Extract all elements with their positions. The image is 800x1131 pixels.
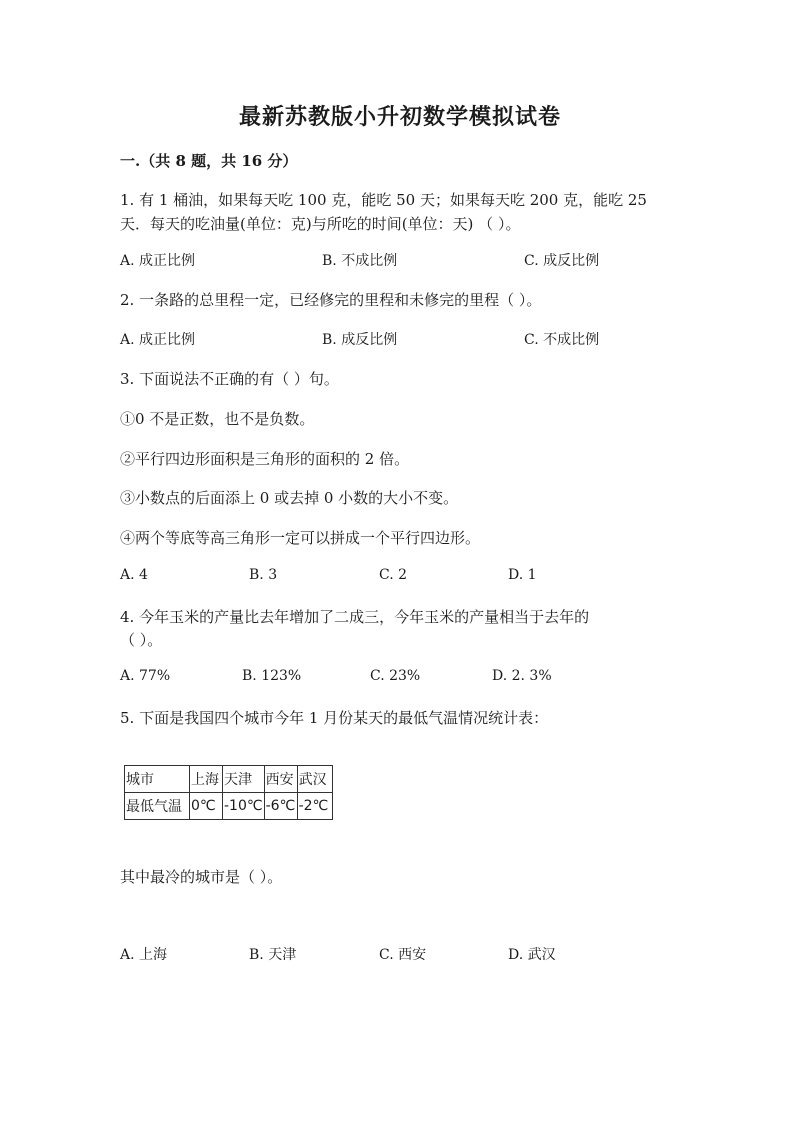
question-5-prompt: 其中最冷的城市是（ ）。: [120, 868, 283, 886]
question-3-option-c: C. 2: [379, 567, 408, 583]
section-heading: 一.（共 8 题，共 16 分）: [120, 152, 298, 170]
question-5-option-a: A. 上海: [120, 947, 168, 963]
question-1-line-2: 天．每天的吃油量(单位：克)与所吃的时间(单位：天) （ ）。: [120, 215, 521, 233]
table-header-row: [125, 766, 333, 793]
table-cell: 0℃: [190, 793, 223, 820]
question-4-option-a: A. 77%: [120, 668, 171, 684]
question-3-option-a: A. 4: [120, 567, 148, 583]
question-2-text: 2. 一条路的总里程一定，已经修完的里程和未修完的里程（ ）。: [120, 291, 542, 309]
table-header-cell: 武汉: [297, 766, 332, 793]
question-3-statement-2: ②平行四边形面积是三角形的面积的 2 倍。: [120, 450, 410, 468]
question-1-option-b: B. 不成比例: [322, 253, 398, 269]
question-3-option-b: B. 3: [249, 567, 278, 583]
question-3-statement-4: ④两个等底等高三角形一定可以拼成一个平行四边形。: [120, 529, 481, 547]
page-title: 最新苏教版小升初数学模拟试卷: [238, 104, 561, 130]
table-cell: 最低气温: [125, 793, 190, 820]
question-4-option-b: B. 123%: [242, 668, 302, 684]
table-header-cell: 上海: [190, 766, 223, 793]
question-4-line-2: （ ）。: [120, 631, 163, 649]
question-2-option-b: B. 成反比例: [322, 332, 398, 348]
table-header-cell: 城市: [125, 766, 190, 793]
question-3-statement-3: ③小数点的后面添上 0 或去掉 0 小数的大小不变。: [120, 489, 459, 507]
question-3-statement-1: ①0 不是正数，也不是负数。: [120, 410, 315, 428]
question-5-option-c: C. 西安: [379, 947, 427, 963]
temperature-table: [124, 765, 333, 820]
table-row: [125, 793, 333, 820]
table-header-cell: 天津: [223, 766, 265, 793]
question-2-option-c: C. 不成比例: [524, 332, 600, 348]
question-5-text: 5. 下面是我国四个城市今年 1 月份某天的最低气温情况统计表：: [120, 709, 549, 727]
question-3-text: 3. 下面说法不正确的有（ ）句。: [120, 370, 339, 388]
question-4-option-d: D. 2. 3%: [492, 668, 552, 684]
question-3-option-d: D. 1: [508, 567, 537, 583]
table-cell: -6℃: [264, 793, 297, 820]
table-header-cell: 西安: [264, 766, 297, 793]
question-1-line-1: 1. 有 1 桶油，如果每天吃 100 克，能吃 50 天；如果每天吃 200 克，能吃 25: [120, 191, 647, 209]
question-1-option-a: A. 成正比例: [120, 253, 196, 269]
question-4-option-c: C. 23%: [370, 668, 421, 684]
table-cell: -2℃: [297, 793, 332, 820]
question-5-option-b: B. 天津: [249, 947, 297, 963]
question-1-option-c: C. 成反比例: [524, 253, 600, 269]
question-5-option-d: D. 武汉: [508, 947, 556, 963]
table-cell: -10℃: [223, 793, 265, 820]
question-4-line-1: 4. 今年玉米的产量比去年增加了二成三，今年玉米的产量相当于去年的: [120, 608, 590, 626]
question-2-option-a: A. 成正比例: [120, 332, 196, 348]
